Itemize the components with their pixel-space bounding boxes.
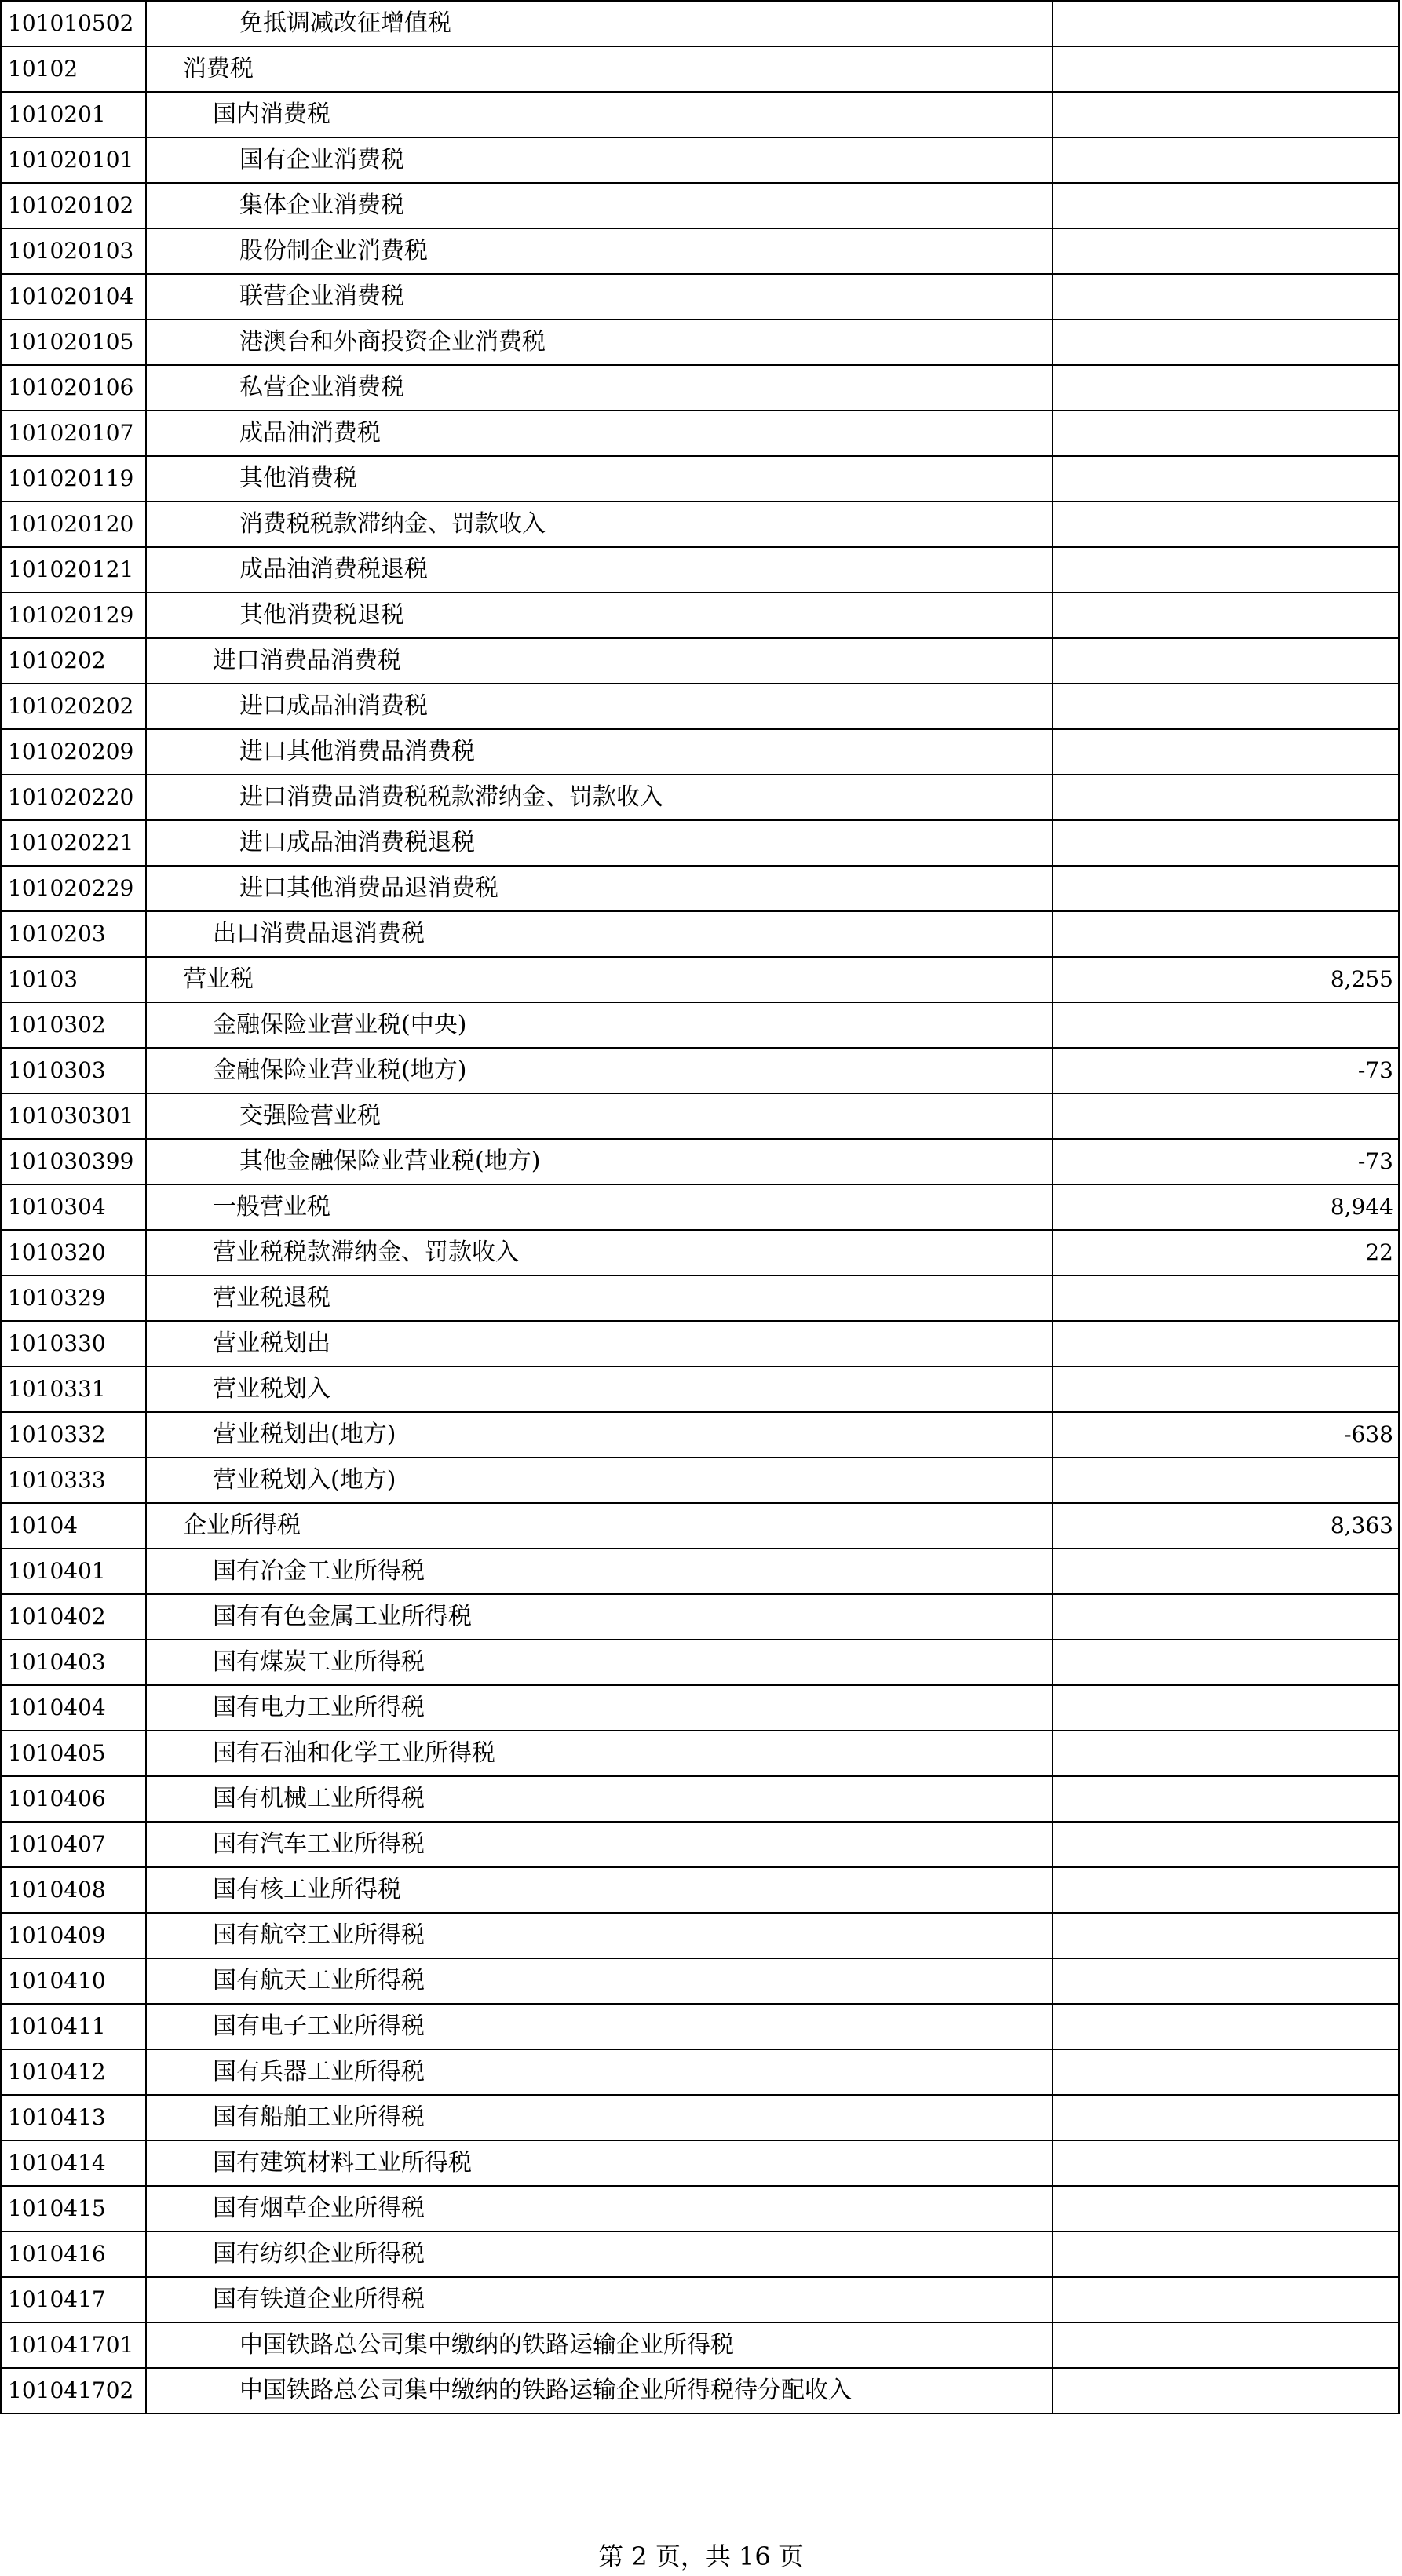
subject-name-cell: 进口成品油消费税 <box>146 684 1053 729</box>
subject-name-cell: 出口消费品退消费税 <box>146 911 1053 957</box>
amount-cell: -73 <box>1053 1139 1399 1184</box>
subject-code-cell: 101030399 <box>1 1139 146 1184</box>
table-row <box>1 2322 1399 2368</box>
subject-name-cell: 中国铁路总公司集中缴纳的铁路运输企业所得税待分配收入 <box>146 2368 1053 2414</box>
amount-cell <box>1053 866 1399 911</box>
subject-code-cell: 1010403 <box>1 1640 146 1685</box>
amount-cell <box>1053 456 1399 502</box>
table-row <box>1 729 1399 775</box>
table-row <box>1 1230 1399 1275</box>
amount-cell <box>1053 684 1399 729</box>
subject-code-cell: 1010329 <box>1 1275 146 1321</box>
table-row <box>1 410 1399 456</box>
subject-code-cell: 101020129 <box>1 593 146 638</box>
subject-code-cell: 1010302 <box>1 1002 146 1048</box>
subject-name-cell: 交强险营业税 <box>146 1093 1053 1139</box>
table-row <box>1 1002 1399 1048</box>
subject-name-cell: 成品油消费税 <box>146 410 1053 456</box>
page-footer: 第 2 页，共 16 页 <box>598 2541 804 2571</box>
amount-cell <box>1053 502 1399 547</box>
table-row <box>1 1321 1399 1366</box>
table-row <box>1 593 1399 638</box>
amount-cell <box>1053 1549 1399 1594</box>
subject-name-cell: 其他消费税退税 <box>146 593 1053 638</box>
amount-cell <box>1053 2049 1399 2095</box>
subject-code-cell: 1010201 <box>1 92 146 137</box>
subject-name-cell: 集体企业消费税 <box>146 183 1053 228</box>
subject-code-cell: 101020105 <box>1 319 146 365</box>
table-row <box>1 2095 1399 2140</box>
amount-cell <box>1053 2231 1399 2277</box>
subject-name-cell: 营业税划出 <box>146 1321 1053 1366</box>
subject-name-cell: 国有电子工业所得税 <box>146 2004 1053 2049</box>
amount-cell <box>1053 2004 1399 2049</box>
amount-cell <box>1053 638 1399 684</box>
amount-cell: -73 <box>1053 1048 1399 1093</box>
table-row <box>1 2140 1399 2186</box>
subject-name-cell: 金融保险业营业税(中央) <box>146 1002 1053 1048</box>
table-row <box>1 228 1399 274</box>
subject-name-cell: 进口其他消费品消费税 <box>146 729 1053 775</box>
amount-cell <box>1053 1640 1399 1685</box>
subject-name-cell: 消费税 <box>146 46 1053 92</box>
subject-code-cell: 1010303 <box>1 1048 146 1093</box>
subject-name-cell: 国有煤炭工业所得税 <box>146 1640 1053 1685</box>
subject-name-cell: 免抵调减改征增值税 <box>146 1 1053 46</box>
amount-cell <box>1053 410 1399 456</box>
subject-code-cell: 1010203 <box>1 911 146 957</box>
table-row <box>1 319 1399 365</box>
subject-name-cell: 营业税 <box>146 957 1053 1002</box>
subject-code-cell: 101041701 <box>1 2322 146 2368</box>
subject-name-cell: 营业税退税 <box>146 1275 1053 1321</box>
subject-name-cell: 港澳台和外商投资企业消费税 <box>146 319 1053 365</box>
amount-cell <box>1053 547 1399 593</box>
subject-name-cell: 消费税税款滞纳金、罚款收入 <box>146 502 1053 547</box>
subject-code-cell: 1010414 <box>1 2140 146 2186</box>
table-row <box>1 1776 1399 1822</box>
subject-code-cell: 10102 <box>1 46 146 92</box>
table-row <box>1 274 1399 319</box>
subject-name-cell: 国有兵器工业所得税 <box>146 2049 1053 2095</box>
table-row <box>1 1594 1399 1640</box>
table-body <box>1 1 1399 2414</box>
subject-name-cell: 国有航天工业所得税 <box>146 1958 1053 2004</box>
subject-name-cell: 国有电力工业所得税 <box>146 1685 1053 1731</box>
amount-cell <box>1053 593 1399 638</box>
table-row <box>1 183 1399 228</box>
table-row <box>1 684 1399 729</box>
subject-code-cell: 101020121 <box>1 547 146 593</box>
subject-code-cell: 1010332 <box>1 1412 146 1458</box>
amount-cell <box>1053 228 1399 274</box>
subject-name-cell: 国有汽车工业所得税 <box>146 1822 1053 1867</box>
subject-name-cell: 进口消费品消费税税款滞纳金、罚款收入 <box>146 775 1053 820</box>
table-row <box>1 1867 1399 1913</box>
subject-code-cell: 10104 <box>1 1503 146 1549</box>
subject-name-cell: 国有铁道企业所得税 <box>146 2277 1053 2322</box>
table-row <box>1 1913 1399 1958</box>
amount-cell <box>1053 319 1399 365</box>
amount-cell <box>1053 1 1399 46</box>
amount-cell <box>1053 1093 1399 1139</box>
amount-cell <box>1053 137 1399 183</box>
subject-code-cell: 1010320 <box>1 1230 146 1275</box>
table-row <box>1 1412 1399 1458</box>
table-row <box>1 911 1399 957</box>
subject-code-cell: 101020106 <box>1 365 146 410</box>
table-row <box>1 866 1399 911</box>
amount-cell <box>1053 1321 1399 1366</box>
amount-cell <box>1053 1685 1399 1731</box>
table-row <box>1 638 1399 684</box>
table-row <box>1 1458 1399 1503</box>
amount-cell: 22 <box>1053 1230 1399 1275</box>
subject-code-cell: 1010409 <box>1 1913 146 1958</box>
subject-code-cell: 1010304 <box>1 1184 146 1230</box>
amount-cell <box>1053 1002 1399 1048</box>
table-row <box>1 1048 1399 1093</box>
subject-code-cell: 1010331 <box>1 1366 146 1412</box>
subject-code-cell: 101020202 <box>1 684 146 729</box>
amount-cell: 8,363 <box>1053 1503 1399 1549</box>
table-row <box>1 1184 1399 1230</box>
amount-cell <box>1053 1822 1399 1867</box>
table-row <box>1 1 1399 46</box>
table-row <box>1 820 1399 866</box>
amount-cell <box>1053 820 1399 866</box>
table-row <box>1 92 1399 137</box>
table-row <box>1 1640 1399 1685</box>
amount-cell <box>1053 2140 1399 2186</box>
subject-name-cell: 营业税划入(地方) <box>146 1458 1053 1503</box>
subject-name-cell: 国有建筑材料工业所得税 <box>146 2140 1053 2186</box>
subject-code-cell: 1010333 <box>1 1458 146 1503</box>
subject-code-cell: 101020229 <box>1 866 146 911</box>
subject-name-cell: 联营企业消费税 <box>146 274 1053 319</box>
subject-name-cell: 中国铁路总公司集中缴纳的铁路运输企业所得税 <box>146 2322 1053 2368</box>
amount-cell <box>1053 2186 1399 2231</box>
subject-name-cell: 金融保险业营业税(地方) <box>146 1048 1053 1093</box>
subject-name-cell: 进口消费品消费税 <box>146 638 1053 684</box>
subject-code-cell: 101020119 <box>1 456 146 502</box>
subject-name-cell: 国有船舶工业所得税 <box>146 2095 1053 2140</box>
subject-code-cell: 101030301 <box>1 1093 146 1139</box>
table-row <box>1 2277 1399 2322</box>
subject-code-cell: 1010413 <box>1 2095 146 2140</box>
subject-name-cell: 股份制企业消费税 <box>146 228 1053 274</box>
subject-name-cell: 进口成品油消费税退税 <box>146 820 1053 866</box>
subject-code-cell: 101020221 <box>1 820 146 866</box>
subject-name-cell: 国有有色金属工业所得税 <box>146 1594 1053 1640</box>
subject-code-cell: 101020101 <box>1 137 146 183</box>
table-row <box>1 2004 1399 2049</box>
subject-code-cell: 1010404 <box>1 1685 146 1731</box>
amount-cell <box>1053 1275 1399 1321</box>
amount-cell <box>1053 1731 1399 1776</box>
amount-cell <box>1053 1366 1399 1412</box>
subject-code-cell: 1010407 <box>1 1822 146 1867</box>
subject-code-cell: 1010401 <box>1 1549 146 1594</box>
subject-code-cell: 101010502 <box>1 1 146 46</box>
table-row <box>1 2368 1399 2414</box>
subject-name-cell: 营业税划入 <box>146 1366 1053 1412</box>
amount-cell <box>1053 1776 1399 1822</box>
subject-name-cell: 一般营业税 <box>146 1184 1053 1230</box>
table-row <box>1 1093 1399 1139</box>
amount-cell: 8,255 <box>1053 957 1399 1002</box>
subject-name-cell: 其他金融保险业营业税(地方) <box>146 1139 1053 1184</box>
subject-name-cell: 国有纺织企业所得税 <box>146 2231 1053 2277</box>
table-row <box>1 775 1399 820</box>
subject-code-cell: 1010406 <box>1 1776 146 1822</box>
table-row <box>1 1822 1399 1867</box>
subject-code-cell: 1010402 <box>1 1594 146 1640</box>
amount-cell <box>1053 2095 1399 2140</box>
table-row <box>1 1549 1399 1594</box>
table-row <box>1 1685 1399 1731</box>
subject-name-cell: 国有机械工业所得税 <box>146 1776 1053 1822</box>
table-row <box>1 1275 1399 1321</box>
subject-code-cell: 101020103 <box>1 228 146 274</box>
table-row <box>1 365 1399 410</box>
subject-code-cell: 10103 <box>1 957 146 1002</box>
amount-cell <box>1053 274 1399 319</box>
table-row <box>1 2049 1399 2095</box>
amount-cell <box>1053 1913 1399 1958</box>
table-row <box>1 547 1399 593</box>
subject-code-cell: 101020107 <box>1 410 146 456</box>
subject-code-cell: 101020104 <box>1 274 146 319</box>
subject-code-cell: 1010405 <box>1 1731 146 1776</box>
subject-name-cell: 私营企业消费税 <box>146 365 1053 410</box>
amount-cell <box>1053 183 1399 228</box>
subject-name-cell: 国有航空工业所得税 <box>146 1913 1053 1958</box>
amount-cell <box>1053 1594 1399 1640</box>
subject-name-cell: 国有石油和化学工业所得税 <box>146 1731 1053 1776</box>
amount-cell <box>1053 2322 1399 2368</box>
table-row <box>1 2231 1399 2277</box>
subject-name-cell: 成品油消费税退税 <box>146 547 1053 593</box>
subject-name-cell: 国有核工业所得税 <box>146 1867 1053 1913</box>
subject-code-cell: 101020220 <box>1 775 146 820</box>
amount-cell <box>1053 1958 1399 2004</box>
amount-cell <box>1053 46 1399 92</box>
subject-name-cell: 营业税税款滞纳金、罚款收入 <box>146 1230 1053 1275</box>
amount-cell <box>1053 775 1399 820</box>
subject-code-cell: 1010410 <box>1 1958 146 2004</box>
subject-code-cell: 101041702 <box>1 2368 146 2414</box>
table-row <box>1 1503 1399 1549</box>
amount-cell <box>1053 729 1399 775</box>
amount-cell <box>1053 2277 1399 2322</box>
subject-name-cell: 企业所得税 <box>146 1503 1053 1549</box>
subject-code-cell: 101020120 <box>1 502 146 547</box>
amount-cell <box>1053 1458 1399 1503</box>
subject-code-cell: 1010417 <box>1 2277 146 2322</box>
table-row <box>1 456 1399 502</box>
table-row <box>1 1366 1399 1412</box>
subject-code-cell: 1010415 <box>1 2186 146 2231</box>
amount-cell <box>1053 92 1399 137</box>
subject-code-cell: 1010416 <box>1 2231 146 2277</box>
subject-code-cell: 101020209 <box>1 729 146 775</box>
subject-code-cell: 1010408 <box>1 1867 146 1913</box>
amount-cell <box>1053 1867 1399 1913</box>
table-row <box>1 1731 1399 1776</box>
subject-name-cell: 国有烟草企业所得税 <box>146 2186 1053 2231</box>
table-row <box>1 137 1399 183</box>
amount-cell <box>1053 911 1399 957</box>
amount-cell: 8,944 <box>1053 1184 1399 1230</box>
subject-name-cell: 国有企业消费税 <box>146 137 1053 183</box>
subject-code-cell: 1010412 <box>1 2049 146 2095</box>
amount-cell: -638 <box>1053 1412 1399 1458</box>
subject-name-cell: 其他消费税 <box>146 456 1053 502</box>
subject-code-cell: 1010330 <box>1 1321 146 1366</box>
table-row <box>1 46 1399 92</box>
amount-cell <box>1053 2368 1399 2414</box>
subject-name-cell: 进口其他消费品退消费税 <box>146 866 1053 911</box>
table-row <box>1 1958 1399 2004</box>
subject-code-cell: 1010411 <box>1 2004 146 2049</box>
subject-name-cell: 国有冶金工业所得税 <box>146 1549 1053 1594</box>
subject-name-cell: 营业税划出(地方) <box>146 1412 1053 1458</box>
subject-code-cell: 1010202 <box>1 638 146 684</box>
subject-name-cell: 国内消费税 <box>146 92 1053 137</box>
table-row <box>1 502 1399 547</box>
amount-cell <box>1053 365 1399 410</box>
subject-code-cell: 101020102 <box>1 183 146 228</box>
table-row <box>1 2186 1399 2231</box>
table-row <box>1 1139 1399 1184</box>
table-row <box>1 957 1399 1002</box>
